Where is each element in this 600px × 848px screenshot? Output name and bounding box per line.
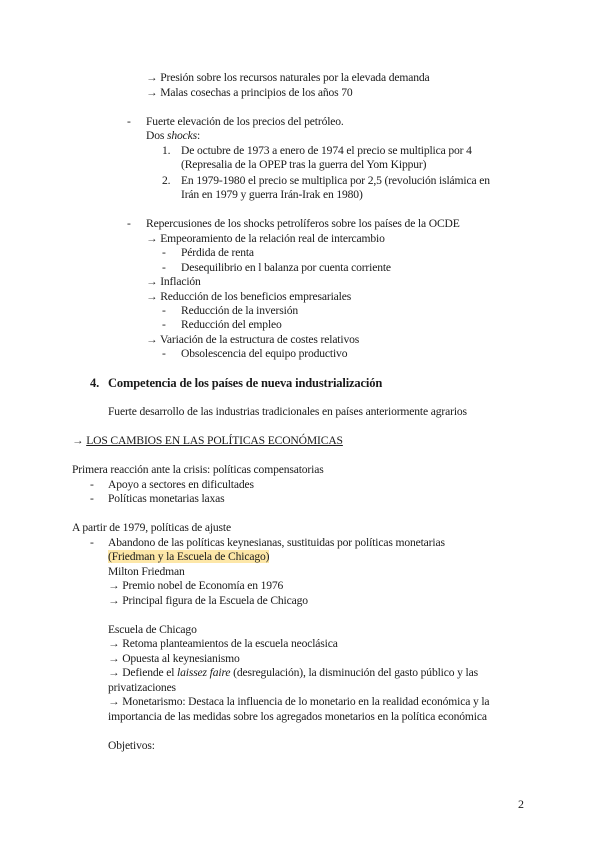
text-line: → Variación de la estructura de costes relativos	[146, 333, 360, 346]
underlined-title: LOS CAMBIOS EN LAS POLÍTICAS ECONÓMICAS	[86, 434, 343, 447]
text-line: → Principal figura de la Escuela de Chicago	[108, 594, 308, 607]
text-line: (Represalia de la OPEP tras la guerra del Yom Kippur)	[181, 158, 427, 171]
arrow-glyph: →	[72, 434, 87, 447]
text-run: Dos	[146, 129, 167, 142]
text-line: Escuela de Chicago	[108, 623, 197, 636]
text-line: A partir de 1979, políticas de ajuste	[72, 521, 231, 534]
bullet-dash: -	[127, 217, 131, 230]
bullet-dash: -	[162, 304, 166, 317]
page-number: 2	[518, 797, 524, 811]
text-line: Fuerte desarrollo de las industrias tradicionales en países anteriormente agrarios	[108, 405, 467, 418]
text-line: → Malas cosechas a principios de los años 70	[146, 86, 353, 99]
text-line: Pérdida de renta	[181, 246, 254, 259]
text-line: Fuerte elevación de los precios del petróleo.	[146, 115, 344, 128]
text-line: → Empeoramiento de la relación real de intercambio	[146, 232, 385, 245]
text-line	[108, 550, 269, 564]
text-line: → Reducción de los beneficios empresariales	[146, 290, 352, 303]
italic-term: shocks	[166, 129, 197, 142]
text-line: Apoyo a sectores en dificultades	[108, 478, 254, 491]
bullet-dash: -	[90, 478, 94, 491]
text-line: Milton Friedman	[108, 565, 185, 578]
text-line: Objetivos:	[108, 739, 155, 752]
text-line: → Monetarismo: Destaca la influencia de lo monetario en la realidad económica y la	[108, 695, 490, 708]
text-line: Obsolescencia del equipo productivo	[181, 347, 348, 360]
text-line	[146, 129, 200, 143]
text-line: importancia de las medidas sobre los agregados monetarios en la política económica	[108, 710, 487, 723]
bullet-dash: -	[162, 261, 166, 274]
text-line: Políticas monetarias laxas	[108, 492, 225, 505]
section-number: 4.	[90, 376, 100, 390]
section-title	[72, 434, 343, 448]
text-line: Abandono de las políticas keynesianas, sustituidas por políticas monetarias	[108, 536, 445, 549]
section-heading: Competencia de los países de nueva industrialización	[108, 376, 383, 390]
bullet-dash: -	[90, 492, 94, 505]
text-line: privatizaciones	[108, 681, 176, 694]
text-run: :	[197, 129, 201, 142]
text-line: → Premio nobel de Economía en 1976	[108, 579, 284, 592]
bullet-dash: -	[90, 536, 94, 549]
text-line: Irán en 1979 y guerra Irán-Irak en 1980)	[181, 188, 363, 201]
text-line: En 1979-1980 el precio se multiplica por 2,5 (revolución islámica en	[181, 174, 490, 187]
text-line: Repercusiones de los shocks petrolíferos sobre los países de la OCDE	[146, 217, 460, 230]
text-line: → Opuesta al keynesianismo	[108, 652, 240, 665]
text-line: Reducción de la inversión	[181, 304, 298, 317]
text-line: → Inflación	[146, 275, 201, 288]
text-line: → Retoma planteamientos de la escuela neoclásica	[108, 637, 338, 650]
bullet-dash: -	[127, 115, 131, 128]
text-line: → Presión sobre los recursos naturales por la elevada demanda	[146, 71, 430, 84]
text-run: → Defiende el	[108, 666, 178, 679]
text-line: De octubre de 1973 a enero de 1974 el precio se multiplica por 4	[181, 144, 472, 157]
bullet-dash: -	[162, 318, 166, 331]
list-number: 1.	[162, 144, 171, 157]
list-number: 2.	[162, 174, 171, 187]
text-line: Desequilibrio en l balanza por cuenta corriente	[181, 261, 391, 274]
highlighted-text: (Friedman y la Escuela de Chicago)	[108, 550, 270, 563]
text-line	[108, 666, 478, 680]
bullet-dash: -	[162, 246, 166, 259]
text-line: Primera reacción ante la crisis: políticas compensatorias	[72, 463, 324, 476]
text-run: (desregulación), la disminución del gasto público y las	[230, 666, 478, 679]
text-line: Reducción del empleo	[181, 318, 282, 331]
italic-term: laissez faire	[177, 666, 231, 679]
bullet-dash: -	[162, 347, 166, 360]
